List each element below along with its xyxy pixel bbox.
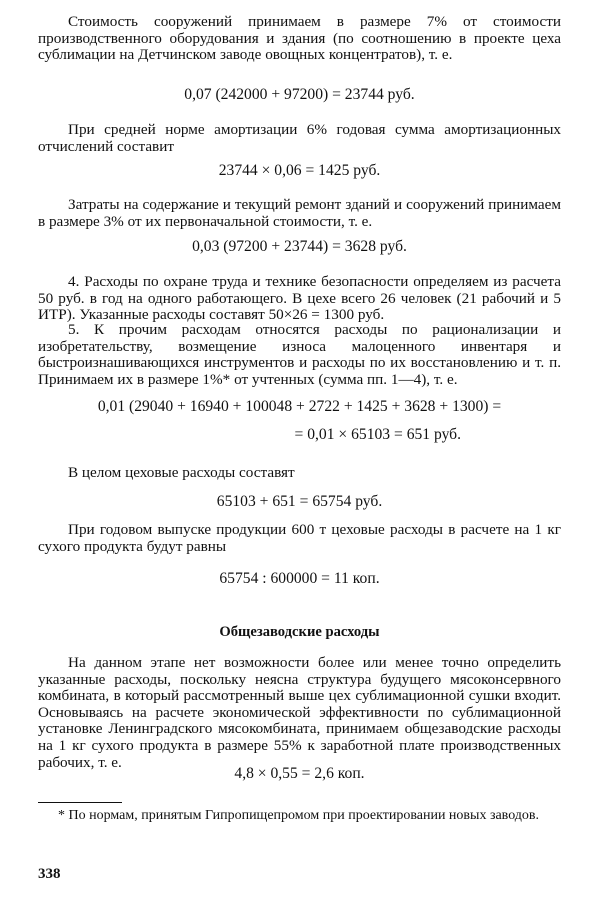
- footnote: * По нормам, принятым Гипропищепромом при проектировании новых заводов.: [58, 808, 540, 823]
- paragraph-plant-overhead: На данном этапе нет возможности более или менее точно определить указанные расходы, поскольку неясна структура будущего мясоконсервного комбината, в который рассмотренный выше цех сублимационной сушки входит. Основываясь на расчете экономической эффективности по сублимационной установке Ленинградского мясокомбината, принимаем общезаводские расходы на 1 кг сухого продукта в размере 55% к заработной плате производственных рабочих, т. е.: [38, 654, 561, 771]
- paragraph-maintenance: Затраты на содержание и текущий ремонт зданий и сооружений принимаем в размере 3% от их первоначальной стоимости, т. е.: [38, 196, 561, 230]
- paragraph-per-kg: При годовом выпуске продукции 600 т цеховые расходы в расчете на 1 кг сухого продукта будут равны: [38, 521, 561, 555]
- formula-depreciation: 23744 × 0,06 = 1425 руб.: [218, 162, 381, 179]
- paragraph-labor-safety: 4. Расходы по охране труда и технике безопасности определяем из расчета 50 руб. в год на одного работающего. В цехе всего 26 человек (21 рабочий и 5 ИТР). Указанные расходы составят 50×26 = 1300 руб.: [38, 273, 561, 324]
- paragraph-other-expenses: 5. К прочим расходам относятся расходы по рационализации и изобретательству, возмещение износа малоценного инвентаря и быстроизнашивающихся инструментов и расходы по их восстановлению и т. п. Принимаем их в размере 1%* от учтенных (сумма пп. 1—4), т. е.: [38, 321, 561, 388]
- paragraph-total-shop: В целом цеховые расходы составят: [68, 464, 295, 481]
- formula-other-expenses-line2: = 0,01 × 65103 = 651 руб.: [294, 426, 461, 443]
- formula-other-expenses-line1: 0,01 (29040 + 16940 + 100048 + 2722 + 1425 + 3628 + 1300) =: [97, 398, 502, 415]
- paragraph-depreciation: При средней норме амортизации 6% годовая сумма амортизационных отчислений составит: [38, 121, 561, 155]
- formula-total-shop: 65103 + 651 = 65754 руб.: [216, 493, 383, 510]
- footnote-divider: [38, 802, 122, 803]
- formula-per-kg: 65754 : 600000 = 11 коп.: [219, 570, 380, 587]
- section-heading: Общезаводские расходы: [219, 624, 380, 640]
- paragraph-structures-cost: Стоимость сооружений принимаем в размере 7% от стоимости производственного оборудования и здания (по соотношению в проекте цеха сублимации на Детчинском заводе овощных концентратов), т. е.: [38, 13, 561, 64]
- formula-maintenance: 0,03 (97200 + 23744) = 3628 руб.: [192, 238, 407, 255]
- formula-plant-overhead: 4,8 × 0,55 = 2,6 коп.: [234, 765, 365, 782]
- formula-structures-cost: 0,07 (242000 + 97200) = 23744 руб.: [184, 86, 415, 103]
- page-number: 338: [38, 866, 61, 882]
